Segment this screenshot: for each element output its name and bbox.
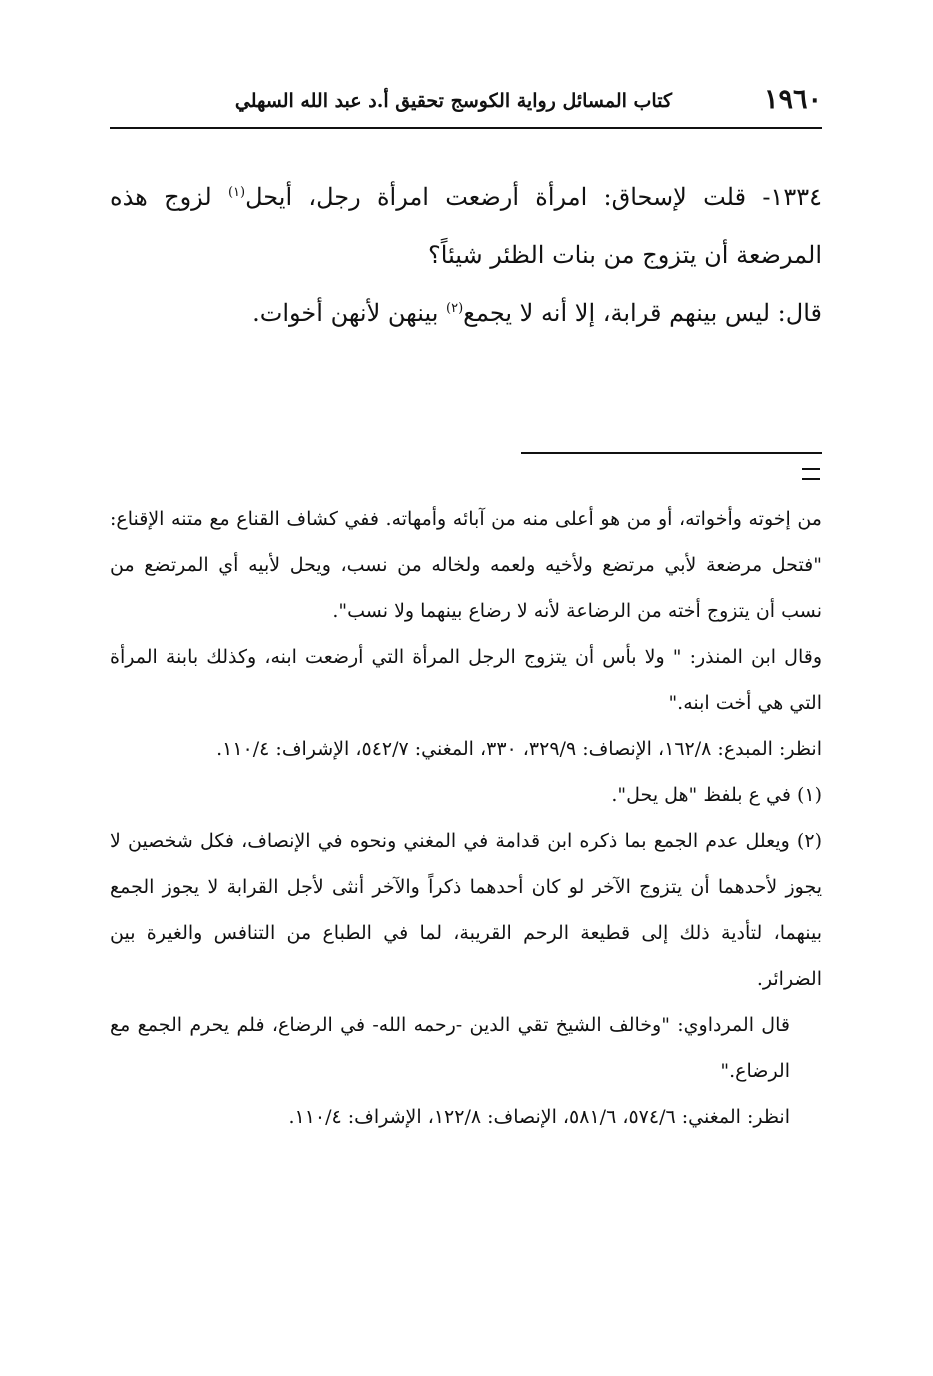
footnote-2: (٢) ويعلل عدم الجمع بما ذكره ابن قدامة في المغني ونحوه في الإنصاف، فكل شخصين لا يجوز لأحدهما أن يتزوج الآخر لو كان أحدهما ذكراً والآخر أنثى لأجل القرابة لا يجوز الجمع بينهما، لتأدية ذلك إلى قطيعة الرحم القريبة، لما في الطباع من التنافس والغيرة بين الضرائر. xyxy=(110,830,822,990)
page-number: ١٩٦٠ xyxy=(763,84,822,115)
footnote-continuation-2: وقال ابن المنذر: " ولا بأس أن يتزوج الرجل المرأة التي أرضعت ابنه، وكذلك بابنة المرأة التي هي أخت ابنه." xyxy=(110,646,822,714)
question-number: ١٣٣٤- xyxy=(762,183,822,211)
footnote-continuation-mark xyxy=(802,468,820,480)
header-rule xyxy=(110,127,822,129)
main-text xyxy=(110,168,822,342)
running-title: كتاب المسائل رواية الكوسج تحقيق أ.د عبد الله السهلي xyxy=(234,90,672,112)
footnote-ref-2: (٢) xyxy=(446,301,464,316)
footnote-ref-1: (١) xyxy=(227,185,246,200)
footnote-2-quote: قال المرداوي: "وخالف الشيخ تقي الدين -رحمه الله- في الرضاع، فلم يحرم الجمع مع الرضاع." xyxy=(110,1014,790,1082)
footnote-continuation-refs: انظر: المبدع: ١٦٢/٨، الإنصاف: ٣٢٩/٩، ٣٣٠، المغني: ٥٤٢/٧، الإشراف: ١١٠/٤. xyxy=(216,738,822,760)
answer-paragraph xyxy=(110,284,822,342)
page-header xyxy=(110,84,822,126)
answer-text-part1: قال: ليس بينهم قرابة، إلا أنه لا يجمع xyxy=(463,299,822,327)
footnote-2-refs: انظر: المغني: ٥٧٤/٦، ٥٨١/٦، الإنصاف: ١٢٢/٨، الإشراف: ١١٠/٤. xyxy=(288,1106,790,1128)
footnotes xyxy=(110,496,822,1140)
footnote-1: (١) في ع بلفظ "هل يحل". xyxy=(611,784,822,806)
footnote-separator xyxy=(521,452,822,454)
question-text-part2: لزوج هذه المرضعة أن يتزوج من بنات الظئر شيئاً؟ xyxy=(110,183,822,269)
answer-text-part2: بينهن لأنهن أخوات. xyxy=(252,299,439,327)
footnote-continuation-1: من إخوته وأخواته، أو من هو أعلى منه من آبائه وأمهاته. ففي كشاف القناع مع متنه الإقناع: "فتحل مرضعة لأبي مرتضع ولأخيه ولعمه ولخاله من نسب، ويحل لأبيه أي المرتضع من نسب أن يتزوج أخته من الرضاعة لأنه لا رضاع بينهما ولا نسب". xyxy=(110,508,822,622)
question-text-part1: قلت لإسحاق: امرأة أرضعت امرأة رجل، أيحل xyxy=(245,183,747,211)
question-paragraph xyxy=(110,168,822,284)
